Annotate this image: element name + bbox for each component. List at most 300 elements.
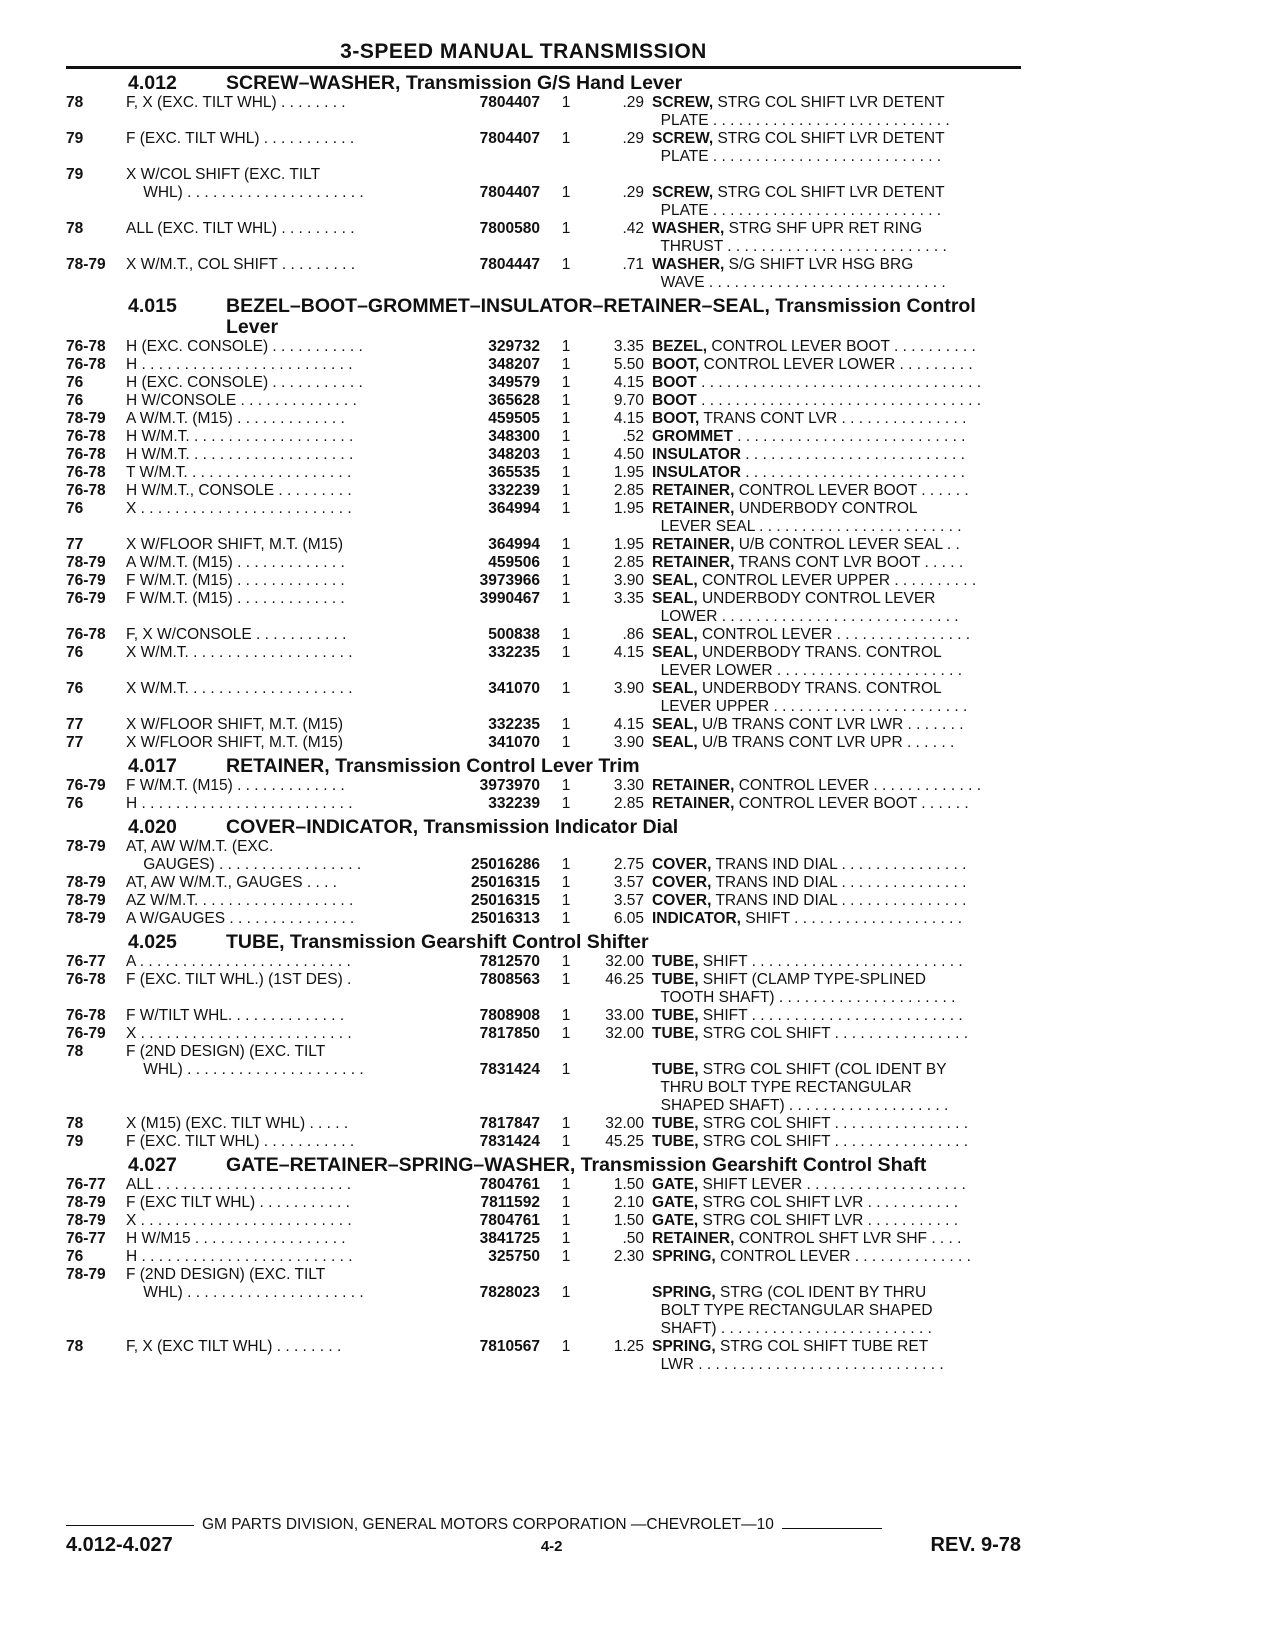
- table-row: [66, 166, 1021, 184]
- year-cell: [66, 112, 126, 130]
- description-text: STRG COL SHIFT LVR . . . . . . . . . . .: [698, 1212, 959, 1229]
- quantity-cell: 1: [561, 374, 571, 391]
- year-cell: 76-79: [66, 777, 106, 794]
- price-cell: 1.25: [613, 1338, 644, 1355]
- quantity-cell: 1: [561, 892, 571, 909]
- quantity-cell: [540, 1356, 586, 1374]
- description-cell: [652, 795, 1021, 813]
- quantity-cell: [540, 238, 586, 256]
- year-cell: 79: [66, 130, 84, 147]
- description-keyword: GATE,: [652, 1194, 699, 1211]
- description-keyword: COVER,: [652, 892, 712, 909]
- description-text: STRG COL SHIFT LVR DETENT: [713, 94, 945, 111]
- section-heading: [66, 1155, 1021, 1176]
- quantity-cell: 1: [561, 1061, 571, 1078]
- quantity-cell: 1: [561, 220, 571, 237]
- part-number-cell: 364994: [488, 500, 540, 517]
- price-cell: .52: [622, 428, 644, 445]
- description-cell: [652, 1284, 1021, 1302]
- section-subtitle: Transmission Gearshift Control Shifter: [284, 931, 649, 953]
- table-row: [66, 338, 1021, 356]
- application-cell: X W/COL SHIFT (EXC. TILT: [126, 166, 321, 183]
- section-part-names: SCREW–WASHER,: [226, 72, 401, 94]
- application-cell: X W/FLOOR SHIFT, M.T. (M15): [126, 734, 344, 751]
- part-number-cell: [456, 274, 540, 292]
- application-cell: GAUGES) . . . . . . . . . . . . . . . . .: [126, 856, 362, 873]
- part-number-cell: 332235: [488, 644, 540, 661]
- price-cell: 33.00: [605, 1007, 644, 1024]
- part-number-cell: 3990467: [479, 590, 540, 607]
- table-row: [66, 148, 1021, 166]
- part-number-cell: 365535: [488, 464, 540, 481]
- quantity-cell: [540, 662, 586, 680]
- description-text: UNDERBODY TRANS. CONTROL: [697, 644, 942, 661]
- section-4-027: [66, 1155, 1021, 1374]
- section-number: 4.012: [128, 72, 177, 94]
- description-text: LOWER . . . . . . . . . . . . . . . . . . . . . . . . . . . .: [652, 608, 959, 625]
- table-row: [66, 1097, 1021, 1115]
- price-cell: .86: [622, 626, 644, 643]
- quantity-cell: [540, 1302, 586, 1320]
- quantity-cell: 1: [561, 910, 571, 927]
- section-number: 4.025: [128, 931, 177, 953]
- price-cell: [586, 1097, 652, 1115]
- description-keyword: RETAINER,: [652, 795, 735, 812]
- year-cell: 78-79: [66, 892, 106, 909]
- description-text: STRG COL SHIFT TUBE RET: [715, 1338, 929, 1355]
- application-cell: [126, 698, 456, 716]
- quantity-cell: 1: [561, 184, 571, 201]
- year-cell: [66, 1320, 126, 1338]
- year-cell: 76-79: [66, 572, 106, 589]
- description-keyword: SEAL,: [652, 734, 698, 751]
- price-cell: [586, 1043, 652, 1061]
- description-cell: [652, 910, 1021, 928]
- quantity-cell: [540, 989, 586, 1007]
- table-row: [66, 410, 1021, 428]
- year-cell: [66, 184, 126, 202]
- quantity-cell: [540, 698, 586, 716]
- year-cell: [66, 148, 126, 166]
- year-cell: [66, 1079, 126, 1097]
- part-number-cell: 329732: [488, 338, 540, 355]
- description-text: TRANS CONT LVR . . . . . . . . . . . . . . .: [699, 410, 967, 427]
- description-text: STRG SHF UPR RET RING: [724, 220, 923, 237]
- section-subtitle: Transmission G/S Hand Lever: [400, 72, 683, 94]
- quantity-cell: 1: [561, 680, 571, 697]
- application-cell: X W/FLOOR SHIFT, M.T. (M15): [126, 716, 344, 733]
- application-cell: F, X (EXC. TILT WHL) . . . . . . . .: [126, 94, 346, 111]
- year-cell: 76: [66, 644, 84, 661]
- year-cell: 77: [66, 536, 84, 553]
- description-cell: [652, 874, 1021, 892]
- section-title: [226, 817, 1021, 838]
- part-number-cell: [456, 202, 540, 220]
- table-row: [66, 953, 1021, 971]
- table-row: [66, 482, 1021, 500]
- description-cell: [652, 590, 1021, 608]
- quantity-cell: [540, 1043, 586, 1061]
- part-number-cell: 7804761: [479, 1212, 540, 1229]
- description-text: TRANS IND DIAL . . . . . . . . . . . . . . .: [711, 874, 967, 891]
- description-text: UNDERBODY TRANS. CONTROL: [697, 680, 942, 697]
- part-number-cell: [456, 1320, 540, 1338]
- application-cell: A W/M.T. (M15) . . . . . . . . . . . . .: [126, 410, 345, 427]
- section-title: [226, 296, 1021, 338]
- description-cell: [652, 374, 1021, 392]
- quantity-cell: 1: [561, 971, 571, 988]
- year-cell: 76-78: [66, 971, 106, 988]
- price-cell: [586, 202, 652, 220]
- description-text: SHIFT (CLAMP TYPE-SPLINED: [698, 971, 926, 988]
- part-number-cell: 7804407: [479, 130, 540, 147]
- quantity-cell: [540, 202, 586, 220]
- quantity-cell: 1: [561, 130, 571, 147]
- application-cell: F (EXC. TILT WHL.) (1ST DES) .: [126, 971, 352, 988]
- description-keyword: RETAINER,: [652, 482, 735, 499]
- description-cell: [652, 716, 1021, 734]
- table-row: [66, 1115, 1021, 1133]
- year-cell: 76-78: [66, 482, 106, 499]
- section-part-names: GATE–RETAINER–SPRING–WASHER,: [226, 1154, 576, 1176]
- price-cell: 3.35: [613, 338, 644, 355]
- price-cell: 2.30: [613, 1248, 644, 1265]
- section-part-names: COVER–INDICATOR,: [226, 816, 419, 838]
- application-cell: F (2ND DESIGN) (EXC. TILT: [126, 1043, 326, 1060]
- description-cell: [652, 238, 1021, 256]
- section-heading: [66, 756, 1021, 777]
- table-row: [66, 464, 1021, 482]
- application-cell: F, X (EXC TILT WHL) . . . . . . . .: [126, 1338, 342, 1355]
- table-row: [66, 256, 1021, 274]
- description-cell: [652, 1212, 1021, 1230]
- quantity-cell: 1: [561, 500, 571, 517]
- year-cell: 76: [66, 1248, 84, 1265]
- description-cell: [652, 464, 1021, 482]
- application-cell: A W/GAUGES . . . . . . . . . . . . . . .: [126, 910, 355, 927]
- table-row: [66, 734, 1021, 752]
- description-keyword: INSULATOR: [652, 464, 741, 481]
- table-row: [66, 572, 1021, 590]
- description-cell: [652, 1176, 1021, 1194]
- part-number-cell: 364994: [488, 536, 540, 553]
- price-cell: 3.30: [613, 777, 644, 794]
- application-cell: [126, 274, 456, 292]
- table-row: [66, 500, 1021, 518]
- application-cell: X . . . . . . . . . . . . . . . . . . . . . . . . .: [126, 500, 352, 517]
- table-row: [66, 662, 1021, 680]
- description-cell: [652, 698, 1021, 716]
- application-cell: [126, 608, 456, 626]
- year-cell: 78-79: [66, 1266, 106, 1283]
- application-cell: F, X W/CONSOLE . . . . . . . . . . .: [126, 626, 347, 643]
- application-cell: H W/M15 . . . . . . . . . . . . . . . . . .: [126, 1230, 346, 1247]
- quantity-cell: 1: [561, 1194, 571, 1211]
- application-cell: F W/TILT WHL. . . . . . . . . . . . . .: [126, 1007, 345, 1024]
- year-cell: [66, 274, 126, 292]
- application-cell: X W/M.T. . . . . . . . . . . . . . . . . . . .: [126, 644, 353, 661]
- quantity-cell: 1: [561, 1133, 571, 1150]
- table-row: [66, 536, 1021, 554]
- section-title: [226, 756, 1021, 777]
- section-4-025: [66, 932, 1021, 1151]
- description-keyword: SEAL,: [652, 716, 698, 733]
- price-cell: [586, 1320, 652, 1338]
- table-row: [66, 1356, 1021, 1374]
- part-number-cell: [456, 518, 540, 536]
- year-cell: [66, 238, 126, 256]
- part-number-cell: [456, 166, 540, 184]
- price-cell: 32.00: [605, 1115, 644, 1132]
- year-cell: 78-79: [66, 838, 106, 855]
- description-keyword: SCREW,: [652, 130, 714, 147]
- description-cell: [652, 1025, 1021, 1043]
- page-footer: [66, 1516, 1021, 1557]
- part-number-cell: 349579: [488, 374, 540, 391]
- price-cell: [586, 274, 652, 292]
- page-title: 3-SPEED MANUAL TRANSMISSION: [340, 40, 707, 63]
- description-keyword: GATE,: [652, 1212, 699, 1229]
- application-cell: WHL) . . . . . . . . . . . . . . . . . . . . .: [126, 1061, 364, 1078]
- description-cell: [652, 482, 1021, 500]
- description-text: STRG COL SHIFT . . . . . . . . . . . . . . . .: [698, 1025, 969, 1042]
- price-cell: 9.70: [613, 392, 644, 409]
- description-cell: [652, 274, 1021, 292]
- price-cell: 46.25: [605, 971, 644, 988]
- description-text: LEVER UPPER . . . . . . . . . . . . . . . . . . . . . . .: [652, 698, 968, 715]
- price-cell: 3.57: [613, 874, 644, 891]
- part-number-cell: 459506: [488, 554, 540, 571]
- year-cell: 78: [66, 1338, 84, 1355]
- table-row: [66, 428, 1021, 446]
- table-row: [66, 1338, 1021, 1356]
- application-cell: WHL) . . . . . . . . . . . . . . . . . . . . .: [126, 1284, 364, 1301]
- table-row: [66, 1176, 1021, 1194]
- application-cell: A . . . . . . . . . . . . . . . . . . . . . . . . .: [126, 953, 351, 970]
- part-number-cell: 348207: [488, 356, 540, 373]
- application-cell: F W/M.T. (M15) . . . . . . . . . . . . .: [126, 572, 345, 589]
- section-part-names: RETAINER,: [226, 755, 330, 777]
- table-row: [66, 626, 1021, 644]
- price-cell: [586, 1302, 652, 1320]
- application-cell: H . . . . . . . . . . . . . . . . . . . . . . . . .: [126, 1248, 353, 1265]
- description-text: CONTROL LEVER UPPER . . . . . . . . . .: [697, 572, 977, 589]
- price-cell: 1.95: [613, 500, 644, 517]
- part-number-cell: [456, 1356, 540, 1374]
- description-text: THRUST . . . . . . . . . . . . . . . . . . . . . . . . . .: [652, 238, 947, 255]
- footer-revision: REV. 9-78: [930, 1534, 1021, 1556]
- footer-line: [66, 1516, 1021, 1534]
- year-cell: 76: [66, 500, 84, 517]
- price-cell: 3.90: [613, 680, 644, 697]
- quantity-cell: 1: [561, 777, 571, 794]
- quantity-cell: [540, 112, 586, 130]
- price-cell: 1.95: [613, 536, 644, 553]
- description-keyword: RETAINER,: [652, 500, 735, 517]
- table-row: [66, 220, 1021, 238]
- application-cell: F W/M.T. (M15) . . . . . . . . . . . . .: [126, 590, 345, 607]
- description-text: SHIFT LEVER . . . . . . . . . . . . . . . . . . .: [698, 1176, 966, 1193]
- application-cell: H . . . . . . . . . . . . . . . . . . . . . . . . .: [126, 356, 353, 373]
- quantity-cell: 1: [561, 256, 571, 273]
- part-number-cell: 7812570: [479, 953, 540, 970]
- application-cell: AZ W/M.T. . . . . . . . . . . . . . . . . . .: [126, 892, 354, 909]
- description-text: LEVER SEAL . . . . . . . . . . . . . . . . . . . . . . . .: [652, 518, 962, 535]
- year-cell: 76: [66, 392, 84, 409]
- quantity-cell: [540, 518, 586, 536]
- part-number-cell: 7808908: [479, 1007, 540, 1024]
- description-text: CONTROL LEVER . . . . . . . . . . . . . . . .: [697, 626, 971, 643]
- price-cell: 45.25: [605, 1133, 644, 1150]
- year-cell: 78: [66, 1043, 84, 1060]
- quantity-cell: [540, 166, 586, 184]
- section-number: 4.027: [128, 1154, 177, 1176]
- table-row: [66, 644, 1021, 662]
- part-number-cell: 7817850: [479, 1025, 540, 1042]
- year-cell: 76-79: [66, 1025, 106, 1042]
- description-text: CONTROL LEVER BOOT . . . . . . . . . .: [707, 338, 976, 355]
- description-text: . . . . . . . . . . . . . . . . . . . . . . . . . . .: [732, 428, 966, 445]
- part-number-cell: 325750: [488, 1248, 540, 1265]
- part-number-cell: 7804447: [479, 256, 540, 273]
- description-cell: [652, 777, 1021, 795]
- part-number-cell: 3973970: [479, 777, 540, 794]
- description-cell: [652, 166, 1021, 184]
- part-number-cell: 459505: [488, 410, 540, 427]
- table-row: [66, 1248, 1021, 1266]
- part-number-cell: 332235: [488, 716, 540, 733]
- part-number-cell: 7804761: [479, 1176, 540, 1193]
- application-cell: WHL) . . . . . . . . . . . . . . . . . . . . .: [126, 184, 364, 201]
- description-cell: [652, 1097, 1021, 1115]
- quantity-cell: 1: [561, 464, 571, 481]
- part-number-cell: [456, 1302, 540, 1320]
- part-number-cell: 25016315: [471, 892, 540, 909]
- application-cell: H . . . . . . . . . . . . . . . . . . . . . . . . .: [126, 795, 353, 812]
- table-row: [66, 130, 1021, 148]
- quantity-cell: 1: [561, 572, 571, 589]
- description-keyword: RETAINER,: [652, 1230, 735, 1247]
- table-row: [66, 1266, 1021, 1284]
- part-number-cell: 7800580: [479, 220, 540, 237]
- quantity-cell: 1: [561, 554, 571, 571]
- quantity-cell: 1: [561, 590, 571, 607]
- part-number-cell: [456, 1097, 540, 1115]
- price-cell: 3.90: [613, 572, 644, 589]
- description-keyword: WASHER,: [652, 220, 725, 237]
- quantity-cell: [540, 1097, 586, 1115]
- price-cell: 1.95: [613, 464, 644, 481]
- quantity-cell: 1: [561, 1230, 571, 1247]
- quantity-cell: 1: [561, 428, 571, 445]
- year-cell: 79: [66, 1133, 84, 1150]
- year-cell: 78-79: [66, 554, 106, 571]
- description-keyword: SPRING,: [652, 1248, 716, 1265]
- year-cell: 76-79: [66, 590, 106, 607]
- year-cell: 76-78: [66, 446, 106, 463]
- description-text: PLATE . . . . . . . . . . . . . . . . . . . . . . . . . . . .: [652, 112, 950, 129]
- application-cell: F (EXC. TILT WHL) . . . . . . . . . . .: [126, 1133, 355, 1150]
- description-text: CONTROL LEVER BOOT . . . . . .: [734, 795, 969, 812]
- description-text: . . . . . . . . . . . . . . . . . . . . . . . . . .: [740, 464, 965, 481]
- year-cell: 77: [66, 734, 84, 751]
- table-row: [66, 716, 1021, 734]
- description-keyword: BEZEL,: [652, 338, 708, 355]
- year-cell: [66, 202, 126, 220]
- description-text: STRG (COL IDENT BY THRU: [715, 1284, 927, 1301]
- description-cell: [652, 989, 1021, 1007]
- description-cell: [652, 1248, 1021, 1266]
- part-number-cell: 500838: [488, 626, 540, 643]
- quantity-cell: 1: [561, 1338, 571, 1355]
- price-cell: 5.50: [613, 356, 644, 373]
- part-number-cell: 3841725: [479, 1230, 540, 1247]
- application-cell: AT, AW W/M.T., GAUGES . . . .: [126, 874, 337, 891]
- table-row: [66, 1212, 1021, 1230]
- quantity-cell: 1: [561, 1025, 571, 1042]
- description-cell: [652, 1133, 1021, 1151]
- description-keyword: INSULATOR: [652, 446, 741, 463]
- description-text: TOOTH SHAFT) . . . . . . . . . . . . . . . . . . . . .: [652, 989, 956, 1006]
- part-number-cell: [456, 238, 540, 256]
- application-cell: X . . . . . . . . . . . . . . . . . . . . . . . . .: [126, 1025, 352, 1042]
- description-cell: [652, 953, 1021, 971]
- part-number-cell: 348203: [488, 446, 540, 463]
- section-4-012: [66, 73, 1021, 292]
- section-number: 4.017: [128, 755, 177, 777]
- table-row: [66, 94, 1021, 112]
- section-title: [226, 73, 1021, 94]
- description-cell: [652, 626, 1021, 644]
- year-cell: 78-79: [66, 874, 106, 891]
- description-cell: [652, 1007, 1021, 1025]
- year-cell: [66, 989, 126, 1007]
- section-4-020: [66, 817, 1021, 928]
- quantity-cell: [540, 1320, 586, 1338]
- description-text: PLATE . . . . . . . . . . . . . . . . . . . . . . . . . . .: [652, 202, 942, 219]
- description-keyword: SCREW,: [652, 94, 714, 111]
- price-cell: 3.57: [613, 892, 644, 909]
- year-cell: 78: [66, 94, 84, 111]
- application-cell: X W/M.T. . . . . . . . . . . . . . . . . . . .: [126, 680, 353, 697]
- table-row: [66, 892, 1021, 910]
- price-cell: [586, 1079, 652, 1097]
- price-cell: .42: [622, 220, 644, 237]
- description-cell: [652, 1194, 1021, 1212]
- section-title: [226, 1155, 1021, 1176]
- part-number-cell: 7831424: [479, 1061, 540, 1078]
- part-number-cell: [456, 148, 540, 166]
- description-keyword: RETAINER,: [652, 536, 735, 553]
- description-text: U/B CONTROL LEVER SEAL . .: [734, 536, 960, 553]
- year-cell: 76-78: [66, 626, 106, 643]
- price-cell: [586, 112, 652, 130]
- description-keyword: SEAL,: [652, 626, 698, 643]
- table-row: [66, 274, 1021, 292]
- year-cell: 76: [66, 680, 84, 697]
- part-number-cell: [456, 112, 540, 130]
- year-cell: 76-78: [66, 1007, 106, 1024]
- description-text: SHAPED SHAFT) . . . . . . . . . . . . . . . . . . .: [652, 1097, 949, 1114]
- table-row: [66, 184, 1021, 202]
- description-cell: [652, 680, 1021, 698]
- description-text: UNDERBODY CONTROL LEVER: [697, 590, 936, 607]
- price-cell: 4.15: [613, 410, 644, 427]
- table-row: [66, 202, 1021, 220]
- description-keyword: SPRING,: [652, 1338, 716, 1355]
- description-cell: [652, 428, 1021, 446]
- description-cell: [652, 1061, 1021, 1079]
